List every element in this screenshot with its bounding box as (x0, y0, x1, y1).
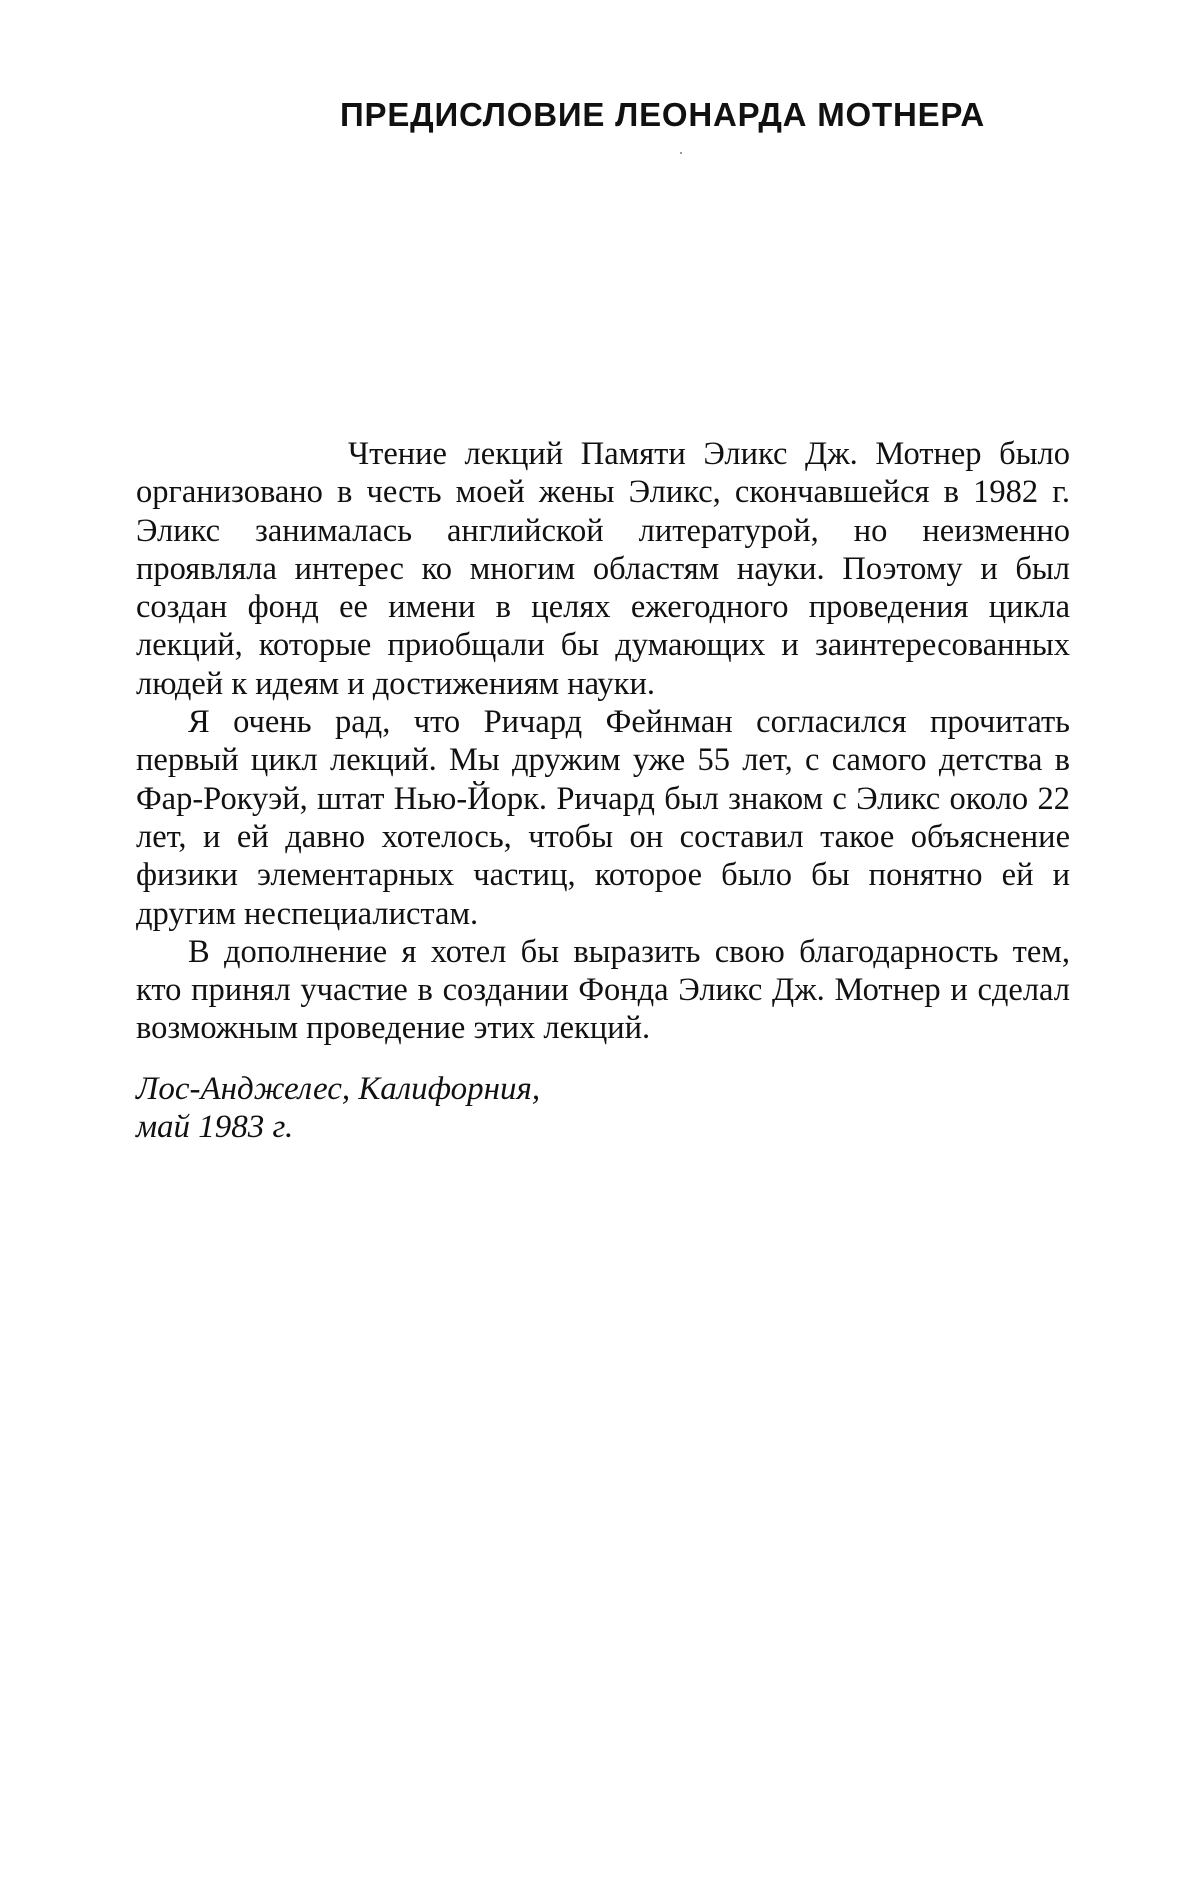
signature-date: май 1983 г. (136, 1109, 294, 1145)
paragraph-2: Я очень рад, что Ричард Фейнман согласился прочитать первый цикл лекций. Мы дружим уже 55 лет, с самого детства в Фар-Рокуэй, штат Нью-Йорк. Ричард был знаком с Эликс около 22 лет, и ей давно хотелось, чтобы он составил такое объяснение физики элементарных частиц, которое было бы понятно ей и другим неспециалистам. (136, 704, 1070, 932)
paragraph-1: Чтение лекций Памяти Эликс Дж. Мотнер было организовано в честь моей жены Эликс, скончавшейся в 1982 г. Эликс занималась английской литературой, но неизменно проявляла интерес ко многим областям науки. Поэтому и был создан фонд ее имени в целях ежегодного проведения цикла лекций, которые приобщали бы думающих и заинтересованных людей к идеям и достижениям науки. (136, 436, 1070, 702)
scan-speck (680, 152, 682, 154)
signature-place: Лос-Анджелес, Калифорния, (136, 1071, 541, 1107)
page-title: ПРЕДИСЛОВИЕ ЛЕОНАРДА МОТНЕРА (340, 96, 985, 133)
paragraph-3: В дополнение я хотел бы выразить свою благодарность тем, кто принял участие в создании Фонда Эликс Дж. Мотнер и сделал возможным проведение этих лекций. (136, 933, 1070, 1047)
foreword-body (136, 435, 1070, 1048)
signature-block (136, 1070, 540, 1146)
